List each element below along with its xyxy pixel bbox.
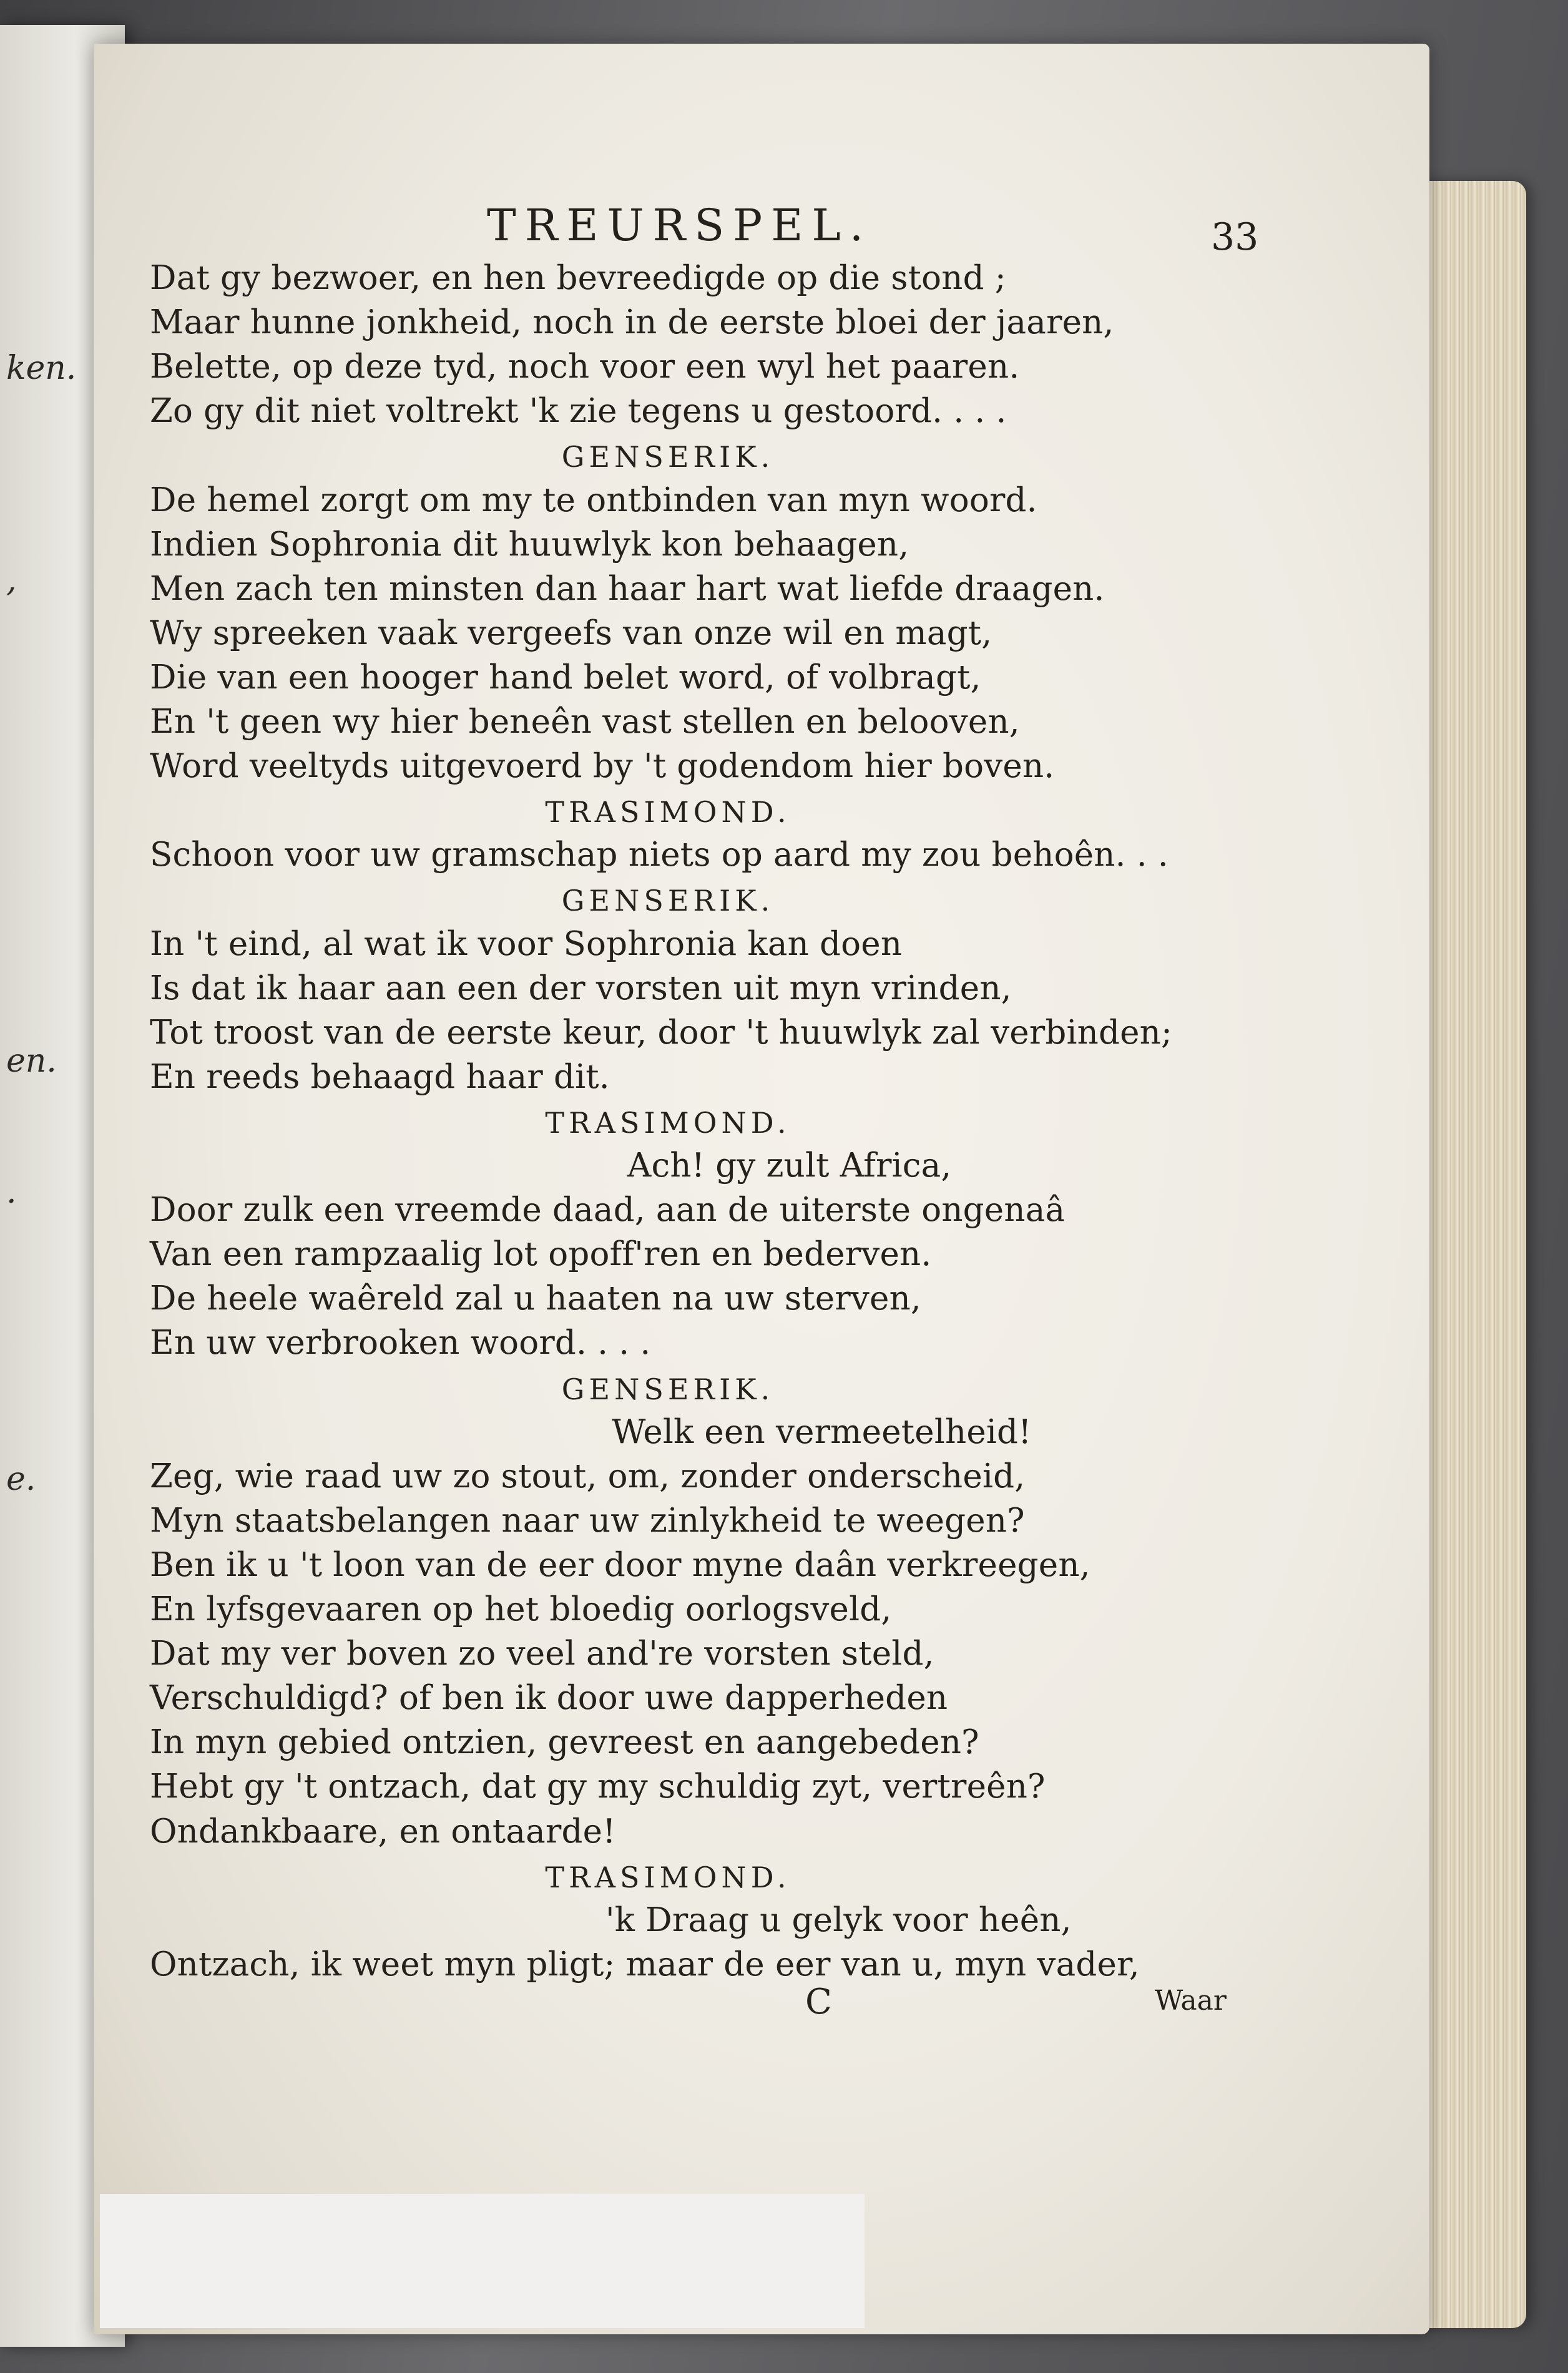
verse-line: Tot troost van de eerste keur, door 't huuwlyk zal verbinden; (150, 1013, 1173, 1052)
verse-line: In myn gebied ontzien, gevreest en aangebeden? (150, 1723, 979, 1762)
page-number: 33 (1211, 215, 1259, 259)
signature-mark: C (805, 1982, 832, 2022)
verse-line: En lyfsgevaaren op het bloedig oorlogsveld, (150, 1590, 892, 1628)
redaction-block (100, 2194, 865, 2328)
verse-line: Word veeltyds uitgevoerd by 't godendom hier boven. (150, 747, 1055, 786)
verse-line: Welk een vermeetelheid! (612, 1412, 1032, 1451)
verse-line: Ben ik u 't loon van de eer door myne daân verkreegen, (150, 1545, 1090, 1584)
verse-line: De hemel zorgt om my te ontbinden van myn woord. (150, 481, 1037, 519)
verse-line: Hebt gy 't ontzach, dat gy my schuldig zyt, vertreên? (150, 1768, 1046, 1806)
speaker-name: GENSERIK. (561, 884, 775, 918)
verse-line: En reeds behaagd haar dit. (150, 1057, 610, 1096)
verse-line: Dat my ver boven zo veel and're vorsten steld, (150, 1635, 934, 1673)
verse-line: En 't geen wy hier beneên vast stellen en belooven, (150, 703, 1020, 741)
verse-line: En uw verbrooken woord. . . . (150, 1324, 651, 1363)
verse-line: Schoon voor uw gramschap niets op aard my zou behoên. . . (150, 836, 1169, 874)
verse-line: Door zulk een vreemde daad, aan de uiterste ongenaâ (150, 1191, 1066, 1230)
verse-line: Ontzach, ik weet myn pligt; maar de eer van u, myn vader, (150, 1945, 1140, 1984)
speaker-name: TRASIMOND. (545, 795, 791, 829)
verse-line: Verschuldigd? of ben ik door uwe dapperheden (150, 1679, 948, 1718)
verse-line: Myn staatsbelangen naar uw zinlykheid te weegen? (150, 1501, 1025, 1540)
running-head: TREURSPEL. (487, 200, 873, 251)
left-page-fragment: e. (6, 1460, 36, 1498)
verse-line: Die van een hooger hand belet word, of volbragt, (150, 658, 981, 697)
speaker-name: TRASIMOND. (545, 1860, 791, 1894)
speaker-name: GENSERIK. (561, 1372, 775, 1406)
verse-line: Ach! gy zult Africa, (627, 1147, 952, 1185)
verse-line: Maar hunne jonkheid, noch in de eerste bloei der jaaren, (150, 303, 1114, 342)
verse-line: Zeg, wie raad uw zo stout, om, zonder onderscheid, (150, 1457, 1026, 1495)
book-page (94, 44, 1429, 2334)
speaker-name: GENSERIK. (561, 440, 775, 474)
verse-line: Van een rampzaalig lot opoff'ren en bederven. (150, 1235, 932, 1274)
catchword: Waar (1155, 1985, 1227, 2017)
verse-line: De heele waêreld zal u haaten na uw sterven, (150, 1279, 921, 1318)
left-page-fragment: , (6, 562, 17, 599)
left-page-fragment: ken. (6, 350, 77, 387)
left-page-fragment: . (6, 1173, 17, 1211)
verse-line: Dat gy bezwoer, en hen bevreedigde op die stond ; (150, 259, 1006, 297)
left-page-fragment: en. (6, 1042, 57, 1080)
verse-line: Is dat ik haar aan een der vorsten uit myn vrinden, (150, 969, 1012, 1007)
verse-line: Belette, op deze tyd, noch voor een wyl het paaren. (150, 348, 1020, 386)
verse-line: Men zach ten minsten dan haar hart wat liefde draagen. (150, 569, 1105, 608)
verse-line: In 't eind, al wat ik voor Sophronia kan doen (150, 924, 903, 963)
verse-line: Zo gy dit niet voltrekt 'k zie tegens u gestoord. . . . (150, 392, 1007, 431)
verse-line: Ondankbaare, en ontaarde! (150, 1812, 616, 1851)
verse-line: Wy spreeken vaak vergeefs van onze wil en magt, (150, 614, 992, 652)
speaker-name: TRASIMOND. (545, 1105, 791, 1140)
verse-line: 'k Draag u gelyk voor heên, (605, 1901, 1072, 1939)
verse-line: Indien Sophronia dit huuwlyk kon behaagen, (150, 525, 909, 564)
